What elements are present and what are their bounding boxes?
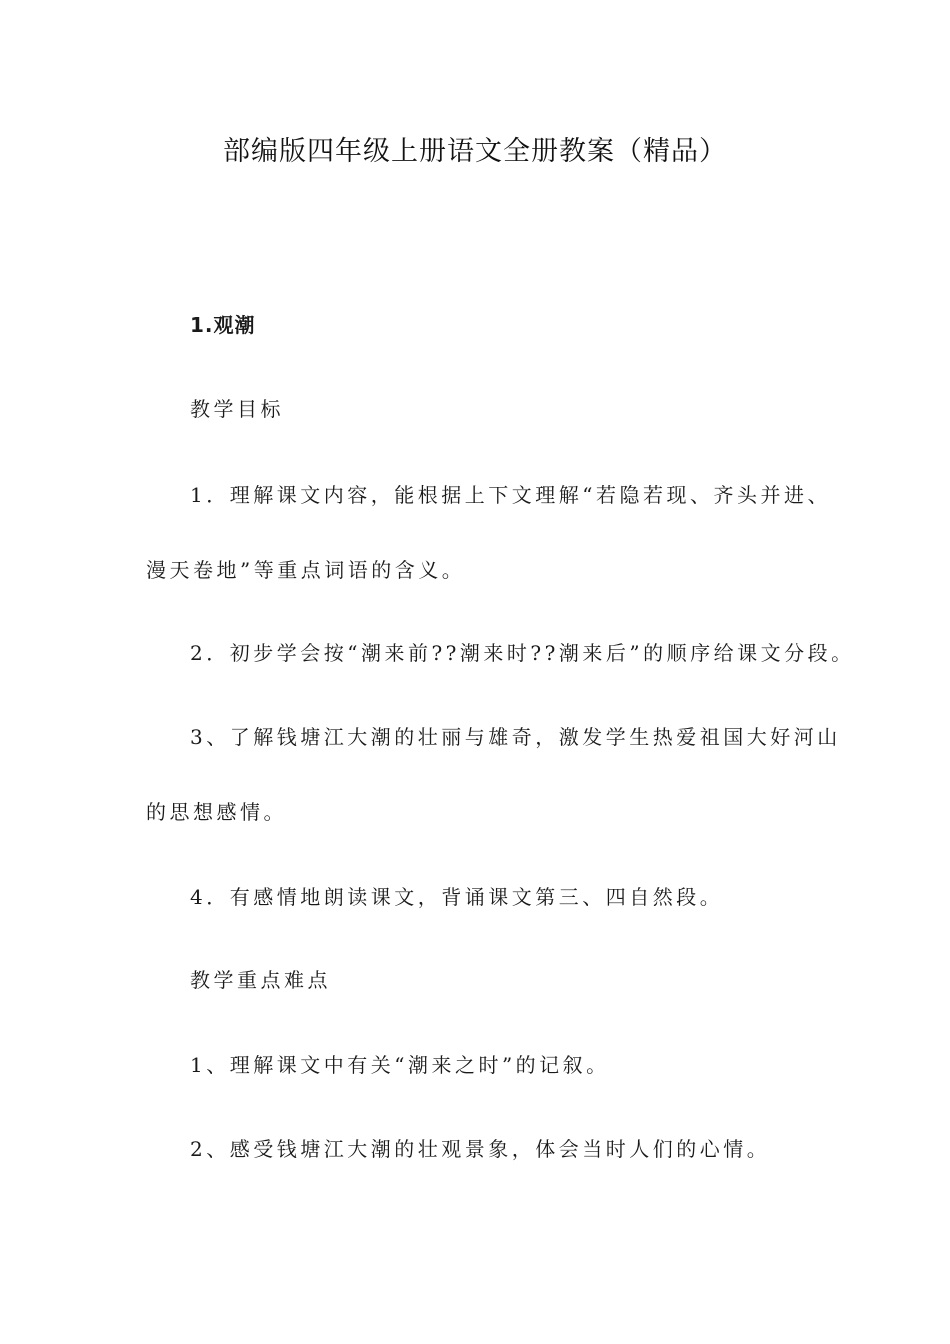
goal-line-2: 2．初步学会按“潮来前??潮来时??潮来后”的顺序给课文分段。: [190, 641, 855, 665]
lesson-heading: 1.观潮: [190, 313, 256, 337]
goal-line-1: 1．理解课文内容，能根据上下文理解“若隐若现、齐头并进、: [190, 483, 831, 507]
key-point-line-2: 2、感受钱塘江大潮的壮观景象，体会当时人们的心情。: [190, 1137, 771, 1161]
goal-line-3-continued: 的思想感情。: [146, 800, 287, 824]
key-point-line-1: 1、理解课文中有关“潮来之时”的记叙。: [190, 1053, 610, 1077]
goal-line-1-continued: 漫天卷地”等重点词语的含义。: [146, 558, 466, 582]
goal-line-3: 3、了解钱塘江大潮的壮丽与雄奇，激发学生热爱祖国大好河山: [190, 725, 841, 749]
goals-heading: 教学目标: [190, 397, 284, 421]
document-title: 部编版四年级上册语文全册教案（精品）: [223, 136, 727, 167]
goal-line-4: 4．有感情地朗读课文，背诵课文第三、四自然段。: [190, 885, 724, 909]
key-points-heading: 教学重点难点: [190, 968, 331, 992]
